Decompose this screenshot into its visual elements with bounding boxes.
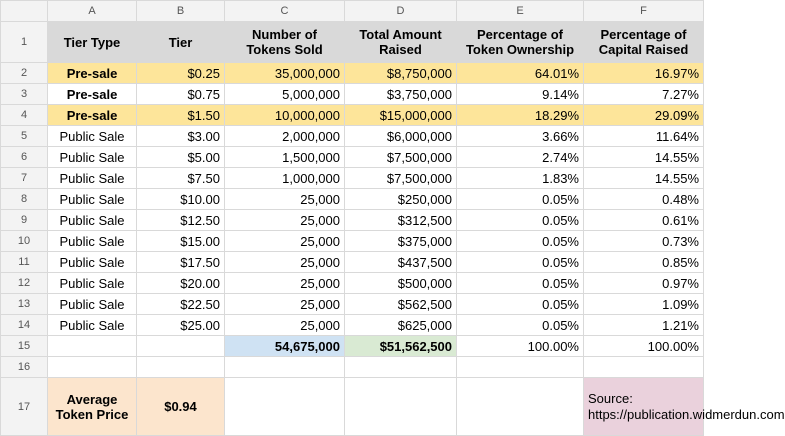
table-row [1,315,704,336]
cell-amount-raised[interactable]: $500,000 [345,273,457,294]
empty-cell[interactable] [457,357,584,378]
empty-cell[interactable] [48,357,137,378]
column-header-e[interactable]: E [457,1,584,22]
cell-tier[interactable]: $3.00 [137,126,225,147]
average-token-price-label[interactable]: Average Token Price [48,378,137,436]
cell-token-ownership[interactable]: 1.83% [457,168,584,189]
table-row [1,126,704,147]
column-header-b[interactable]: B [137,1,225,22]
cell-tier[interactable]: $12.50 [137,210,225,231]
cell-amount-raised[interactable]: $312,500 [345,210,457,231]
row-header[interactable]: 5 [1,126,48,147]
cell-tier-type[interactable]: Public Sale [48,273,137,294]
header-tier-type[interactable]: Tier Type [48,22,137,63]
cell-tokens-sold[interactable]: 1,500,000 [225,147,345,168]
cell-tier-type[interactable]: Public Sale [48,189,137,210]
row-header[interactable]: 17 [1,378,48,436]
cell-tier-type[interactable]: Public Sale [48,147,137,168]
column-header-d[interactable]: D [345,1,457,22]
cell-capital-raised[interactable]: 7.27% [584,84,704,105]
cell-capital-raised[interactable]: 14.55% [584,147,704,168]
row-header[interactable]: 3 [1,84,48,105]
source-note[interactable]: Source: https://publication.widmerdun.com [584,378,704,436]
total-token-ownership[interactable]: 100.00% [457,336,584,357]
cell-tokens-sold[interactable]: 25,000 [225,315,345,336]
cell-tokens-sold[interactable]: 25,000 [225,189,345,210]
empty-cell[interactable] [584,357,704,378]
row-header[interactable]: 15 [1,336,48,357]
column-header-f[interactable]: F [584,1,704,22]
cell-tier[interactable]: $25.00 [137,315,225,336]
column-header-row [1,1,704,22]
cell-tokens-sold[interactable]: 35,000,000 [225,63,345,84]
table-row [1,84,704,105]
row-header[interactable]: 9 [1,210,48,231]
header-tier[interactable]: Tier [137,22,225,63]
row-header[interactable]: 13 [1,294,48,315]
table-row [1,105,704,126]
cell-token-ownership[interactable]: 0.05% [457,189,584,210]
cell-tier[interactable]: $22.50 [137,294,225,315]
row-header[interactable]: 6 [1,147,48,168]
cell-tier-type[interactable]: Public Sale [48,168,137,189]
cell-tier-type[interactable]: Public Sale [48,231,137,252]
cell-tier-type[interactable]: Public Sale [48,294,137,315]
average-token-price-value[interactable]: $0.94 [137,378,225,436]
cell-tier-type[interactable]: Public Sale [48,126,137,147]
cell-token-ownership[interactable]: 0.05% [457,231,584,252]
cell-capital-raised[interactable]: 11.64% [584,126,704,147]
cell-tokens-sold[interactable]: 25,000 [225,231,345,252]
cell-tier[interactable]: $0.25 [137,63,225,84]
cell-capital-raised[interactable]: 16.97% [584,63,704,84]
cell-token-ownership[interactable]: 2.74% [457,147,584,168]
cell-token-ownership[interactable]: 18.29% [457,105,584,126]
empty-cell[interactable] [345,378,457,436]
cell-token-ownership[interactable]: 0.05% [457,210,584,231]
cell-capital-raised[interactable]: 0.97% [584,273,704,294]
table-row [1,357,704,378]
cell-capital-raised[interactable]: 14.55% [584,168,704,189]
cell-amount-raised[interactable]: $7,500,000 [345,168,457,189]
cell-capital-raised[interactable]: 29.09% [584,105,704,126]
table-row [1,294,704,315]
cell-tier-type[interactable]: Pre-sale [48,63,137,84]
cell-tier[interactable]: $5.00 [137,147,225,168]
table-row [1,273,704,294]
cell-tier[interactable]: $1.50 [137,105,225,126]
cell-capital-raised[interactable]: 1.09% [584,294,704,315]
cell-token-ownership[interactable]: 0.05% [457,252,584,273]
table-header-row [1,22,704,63]
cell-amount-raised[interactable]: $8,750,000 [345,63,457,84]
cell-tier[interactable]: $0.75 [137,84,225,105]
total-tokens-sold[interactable]: 54,675,000 [225,336,345,357]
cell-amount-raised[interactable]: $625,000 [345,315,457,336]
header-capital-raised[interactable]: Percentage of Capital Raised [584,22,704,63]
cell-tokens-sold[interactable]: 25,000 [225,210,345,231]
cell-tier[interactable]: $15.00 [137,231,225,252]
cell-amount-raised[interactable]: $437,500 [345,252,457,273]
totals-row [1,336,704,357]
cell-amount-raised[interactable]: $562,500 [345,294,457,315]
summary-row [1,378,704,436]
column-header-c[interactable]: C [225,1,345,22]
cell-tier-type[interactable]: Public Sale [48,210,137,231]
empty-cell[interactable] [225,378,345,436]
cell-capital-raised[interactable]: 0.85% [584,252,704,273]
cell-tier[interactable]: $10.00 [137,189,225,210]
table-row [1,63,704,84]
cell-tokens-sold[interactable]: 25,000 [225,252,345,273]
cell-tokens-sold[interactable]: 25,000 [225,273,345,294]
cell-amount-raised[interactable]: $7,500,000 [345,147,457,168]
cell-amount-raised[interactable]: $3,750,000 [345,84,457,105]
row-header[interactable]: 14 [1,315,48,336]
cell-tier-type[interactable]: Public Sale [48,315,137,336]
cell-capital-raised[interactable]: 1.21% [584,315,704,336]
table-row [1,189,704,210]
cell-token-ownership[interactable]: 0.05% [457,315,584,336]
cell-token-ownership[interactable]: 3.66% [457,126,584,147]
cell-amount-raised[interactable]: $250,000 [345,189,457,210]
row-header[interactable]: 8 [1,189,48,210]
header-amount-raised[interactable]: Total Amount Raised [345,22,457,63]
cell-tokens-sold[interactable]: 25,000 [225,294,345,315]
cell-capital-raised[interactable]: 0.73% [584,231,704,252]
cell-tokens-sold[interactable]: 5,000,000 [225,84,345,105]
empty-cell[interactable] [48,336,137,357]
select-all-corner[interactable] [1,1,48,22]
cell-tokens-sold[interactable]: 1,000,000 [225,168,345,189]
cell-tokens-sold[interactable]: 10,000,000 [225,105,345,126]
empty-cell[interactable] [457,378,584,436]
row-header[interactable]: 10 [1,231,48,252]
cell-tier-type[interactable]: Pre-sale [48,84,137,105]
table-row [1,252,704,273]
table-row [1,147,704,168]
cell-tier-type[interactable]: Pre-sale [48,105,137,126]
row-header[interactable]: 11 [1,252,48,273]
cell-amount-raised[interactable]: $15,000,000 [345,105,457,126]
cell-tier[interactable]: $17.50 [137,252,225,273]
cell-amount-raised[interactable]: $6,000,000 [345,126,457,147]
cell-tier-type[interactable]: Public Sale [48,252,137,273]
cell-amount-raised[interactable]: $375,000 [345,231,457,252]
table-row [1,168,704,189]
total-capital-raised[interactable]: 100.00% [584,336,704,357]
cell-tier[interactable]: $20.00 [137,273,225,294]
cell-token-ownership[interactable]: 0.05% [457,273,584,294]
row-header[interactable]: 4 [1,105,48,126]
row-header[interactable]: 1 [1,22,48,63]
cell-capital-raised[interactable]: 0.61% [584,210,704,231]
cell-tier[interactable]: $7.50 [137,168,225,189]
empty-cell[interactable] [137,336,225,357]
row-header[interactable]: 16 [1,357,48,378]
table-row [1,231,704,252]
empty-cell[interactable] [225,357,345,378]
cell-token-ownership[interactable]: 0.05% [457,294,584,315]
cell-capital-raised[interactable]: 0.48% [584,189,704,210]
column-header-a[interactable]: A [48,1,137,22]
cell-tokens-sold[interactable]: 2,000,000 [225,126,345,147]
header-tokens-sold[interactable]: Number of Tokens Sold [225,22,345,63]
header-token-ownership[interactable]: Percentage of Token Ownership [457,22,584,63]
empty-cell[interactable] [137,357,225,378]
cell-token-ownership[interactable]: 64.01% [457,63,584,84]
table-row [1,210,704,231]
row-header[interactable]: 2 [1,63,48,84]
cell-token-ownership[interactable]: 9.14% [457,84,584,105]
row-header[interactable]: 12 [1,273,48,294]
total-amount-raised[interactable]: $51,562,500 [345,336,457,357]
row-header[interactable]: 7 [1,168,48,189]
empty-cell[interactable] [345,357,457,378]
